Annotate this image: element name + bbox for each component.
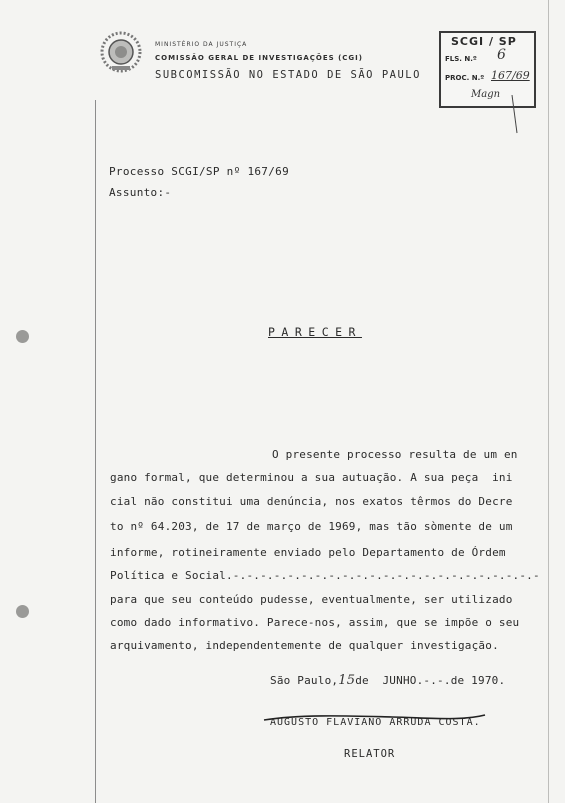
body-line-3: cial não constitui uma denúncia, nos exatos têrmos do Decre (110, 495, 513, 508)
handwritten-signature-stroke (262, 712, 487, 724)
closing-day: 15 (338, 673, 356, 688)
document-title: PARECER (268, 325, 362, 339)
punch-hole-bottom (16, 605, 29, 618)
closing-place: São Paulo, (270, 674, 339, 687)
stamp-proc-value: 167/69 (491, 69, 530, 82)
signer-role: RELATOR (344, 748, 396, 760)
left-margin-rule (95, 100, 96, 803)
body-line-4: to nº 64.203, de 17 de março de 1969, mas tão sòmente de um (110, 520, 513, 533)
commission-header: COMISSÃO GERAL DE INVESTIGAÇÕES (CGI) (155, 54, 363, 62)
page-right-edge (548, 0, 549, 803)
subject-line: Assunto:- (109, 186, 172, 199)
ministry-header: MINISTÉRIO DA JUSTIÇA (155, 41, 248, 48)
stamp-rubric-signature: Magn (471, 89, 501, 100)
punch-hole-top (16, 330, 29, 343)
closing-date-rest: de JUNHO.-.-.de 1970. (355, 674, 506, 687)
closing-date (270, 673, 505, 688)
signer-name: AUGUSTO FLAVIANO ARRUDA COSTA. (270, 717, 481, 728)
body-line-9: arquivamento, independentemente de qualquer investigação. (110, 639, 499, 652)
stamp-fls-label: FLS. N.º (445, 55, 477, 63)
process-number: Processo SCGI/SP nº 167/69 (109, 165, 289, 178)
coat-of-arms-icon (100, 30, 142, 74)
stamp-proc-label: PROC. N.º (445, 74, 485, 82)
stamp-fls-value: 6 (497, 47, 506, 63)
body-line-1: O presente processo resulta de um en (272, 448, 518, 461)
body-line-2: gano formal, que determinou a sua autuação. A sua peça ini (110, 471, 513, 484)
stamp-title: SCGI / SP (451, 35, 517, 48)
body-line-6: Política e Social.-.-.-.-.-.-.-.-.-.-.-.-.-.-.-.-.-.-.-.-.-.-.- (110, 569, 540, 582)
body-line-8: como dado informativo. Parece-nos, assim, que se impõe o seu (110, 616, 520, 629)
subcommission-header: SUBCOMISSÃO NO ESTADO DE SÃO PAULO (155, 69, 421, 81)
body-line-7: para que seu conteúdo pudesse, eventualmente, ser utilizado (110, 593, 513, 606)
stamp-tail-stroke (510, 95, 520, 135)
body-line-5: informe, rotineiramente enviado pelo Departamento de Órdem (110, 546, 506, 559)
protocol-stamp (439, 31, 536, 108)
